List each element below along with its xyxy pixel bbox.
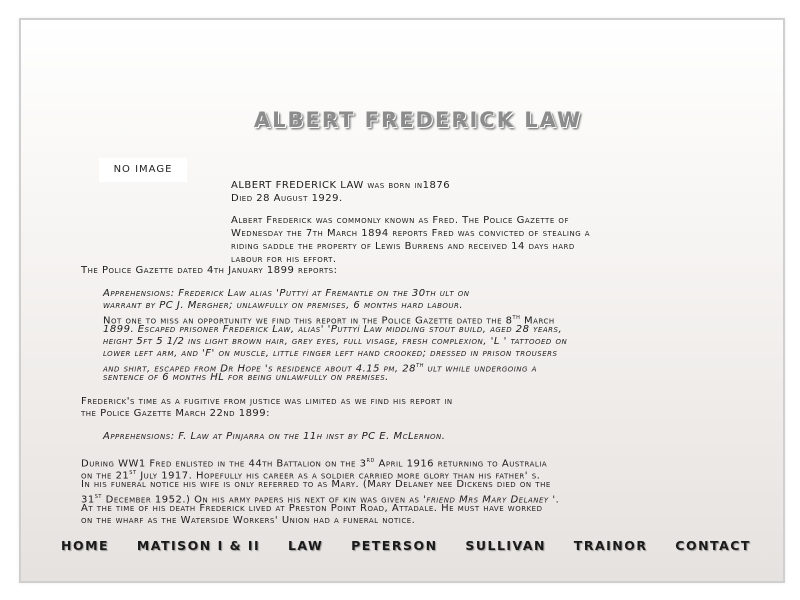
ww1-line-d-mid: December 1952.) On his army papers his next of kin was given as xyxy=(101,494,424,506)
nav-law-link[interactable]: LAW xyxy=(287,538,324,553)
ww1-line-a-sup: rd xyxy=(366,456,375,464)
born-line: ALBERT FREDERICK LAW was born in1876 xyxy=(231,180,451,191)
escape-line-d-suffix: ult while undergoing a xyxy=(423,363,537,375)
nav-sullivan-link[interactable]: SULLIVAN xyxy=(465,538,547,553)
ww1-line-d-suffix: . xyxy=(555,494,560,506)
ww1-line-b-suffix: July 1917. Hopefully his career as a soldier carried more glory than his father' s. xyxy=(136,470,541,482)
gazette-1899-line: The Police Gazette dated 4th January 1899 reports: xyxy=(81,265,338,276)
page-title: ALBERT FREDERICK LAW xyxy=(253,108,583,132)
fugitive-line-2: the Police Gazette March 22nd 1899: xyxy=(81,408,271,419)
main-nav xyxy=(61,538,751,554)
escape-line-b: height 5ft 5 1/2 ins light brown hair, grey eyes, full visage, fresh complexion, 'L ' tattooed on xyxy=(103,336,568,347)
ww1-line-a-prefix: During WW1 Fred enlisted in the 44th Battalion on the 3 xyxy=(81,458,367,470)
dated-line-prefix: Not one to miss an opportunity we find this report in the Police Gazette dated the 8 xyxy=(103,315,513,327)
ww1-line-c: In his funeral notice his wife is only referred to as Mary. (Mary Delaney nee Dickens died on the xyxy=(81,479,551,490)
nav-trainor-link[interactable]: TRAINOR xyxy=(573,538,648,553)
ww1-line-a-suffix: April 1916 returning to Australia xyxy=(374,458,548,470)
ww1-line-f: on the wharf as the Waterside Workers' Union had a funeral notice. xyxy=(81,515,416,526)
dated-line-sup: th xyxy=(512,313,521,321)
dated-line-suffix: March xyxy=(520,315,555,327)
died-line: Died 28 August 1929. xyxy=(231,193,343,204)
ww1-line-b-sup: st xyxy=(129,468,137,476)
apprehension-1-line-1: Apprehensions: Frederick Law alias 'Puttyí at Fremantle on the 30th ult on xyxy=(103,288,470,299)
intro-line-3: riding saddle the property of Lewis Burrens and received 14 days hard xyxy=(231,241,575,252)
fugitive-line-1: Frederick's time as a fugitive from justice was limited as we find his report in xyxy=(81,396,453,407)
ww1-line-e: At the time of his death Frederick lived at Preston Point Road, Attadale. He must have worked xyxy=(81,503,543,514)
ww1-line-d-prefix: 31 xyxy=(81,494,95,506)
nav-peterson-link[interactable]: PETERSON xyxy=(351,538,438,553)
nav-contact-link[interactable]: CONTACT xyxy=(675,538,751,553)
no-image-placeholder: NO IMAGE xyxy=(99,158,187,182)
ww1-line-d-italic: 'friend Mrs Mary Delaney ' xyxy=(423,494,556,506)
escape-line-a: 1899. Escaped prisoner Frederick Law, alias' 'Puttyí Law middling stout build, aged 28 years, xyxy=(103,324,563,335)
intro-line-4: labour for his effort. xyxy=(231,254,337,265)
nav-home-link[interactable]: HOME xyxy=(61,538,110,553)
escape-line-d-sup: th xyxy=(416,361,424,369)
ww1-line-b-prefix: on the 21 xyxy=(81,470,130,482)
escape-line-e: sentence of 6 months HL for being unlawfully on premises. xyxy=(103,372,389,383)
apprehension-2-line: Apprehensions: F. Law at Pinjarra on the 11h inst by PC E. McLernon. xyxy=(103,431,446,442)
escape-line-c: lower left arm, and 'F' on muscle, little finger left hand crooked; dressed in prison trousers xyxy=(103,348,558,359)
nav-matison-link[interactable]: MATISON I & II xyxy=(136,538,261,553)
intro-line-1: Albert Frederick was commonly known as Fred. The Police Gazette of xyxy=(231,215,569,226)
ww1-line-d-sup: st xyxy=(94,492,102,500)
apprehension-1-line-2: warrant by PC J. Mergher; unlawfully on premises, 6 months hard labour. xyxy=(103,300,464,311)
intro-line-2: Wednesday the 7th March 1894 reports Fred was convicted of stealing a xyxy=(231,228,591,239)
escape-line-d-prefix: and shirt, escaped from Dr Hope 's residence about 4.15 pm, 28 xyxy=(103,363,417,375)
